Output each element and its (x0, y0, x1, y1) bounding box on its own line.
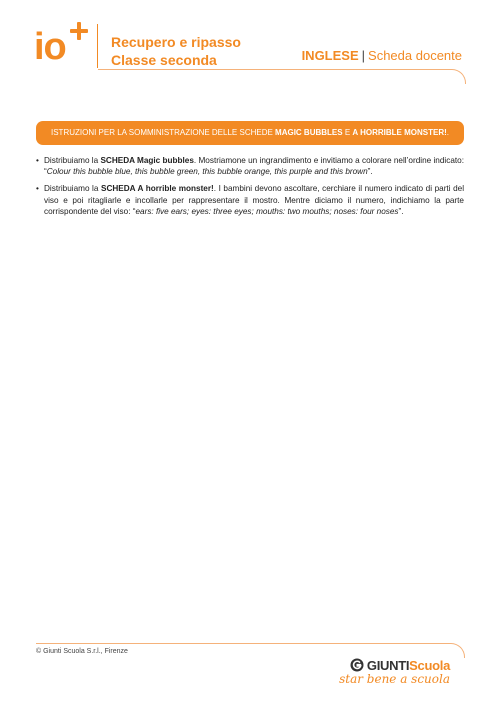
item-text: Distribuiamo la (44, 184, 101, 194)
plus-icon (70, 22, 88, 40)
item-text: ”. (398, 206, 404, 216)
header-rule-curve (441, 69, 466, 84)
banner-text-mid: E (342, 128, 353, 137)
brand-tagline: star bene a scuola (339, 672, 450, 686)
banner-horrible-monster: A HORRIBLE MONSTER (352, 128, 445, 137)
document-type: Scheda docente (368, 48, 462, 63)
header-rule (98, 69, 441, 70)
banner-exclamation: ! (444, 128, 447, 137)
list-item (36, 155, 464, 177)
footer-rule (36, 643, 444, 644)
footer-rule-curve (444, 643, 465, 658)
banner-text: ISTRUZIONI PER LA SOMMINISTRAZIONE DELLE SCHEDE (51, 128, 276, 137)
title-line-2: Classe seconda (111, 52, 217, 68)
bullet-icon: • (36, 156, 39, 165)
item-text: ”. (367, 167, 373, 177)
item-italic: Colour this bubble blue, this bubble green, this bubble orange, this purple and this brown (46, 167, 368, 177)
list-item (36, 183, 464, 217)
instructions-list (36, 155, 464, 223)
page-title (111, 33, 241, 69)
item-text: . Mostriamone un ingrandimento e invitiamo a colorare nell’ordine indicato: “ (44, 156, 464, 177)
giunti-g-icon (350, 658, 364, 672)
item-text: . I bambini devono ascoltare, cerchiare il numero indicato di parti del viso e poi ritagliarle e incollarle per rappresentare il mostro. Mentre diciamo il numero, indichiamo la parte corrispondente del viso: “ (44, 184, 465, 216)
copyright-text: © Giunti Scuola S.r.l., Firenze (36, 648, 128, 655)
subject-name: INGLESE (301, 48, 359, 63)
item-italic: ears: five ears; eyes: three eyes; mouths: two mouths; noses: four noses (135, 206, 399, 216)
subject-label (302, 48, 462, 64)
header-divider (97, 24, 98, 68)
item-bold: SCHEDA Magic bubbles (100, 156, 194, 165)
logo-text: io (34, 26, 66, 68)
instructions-banner (36, 121, 464, 145)
brand-giunti: GIUNTI (366, 657, 410, 673)
bullet-icon: • (36, 184, 39, 194)
title-line-1: Recupero e ripasso (111, 34, 241, 50)
banner-magic-bubbles: MAGIC BUBBLES (275, 128, 343, 137)
item-bold: SCHEDA A horrible monster! (101, 184, 214, 194)
giunti-scuola-logo (350, 657, 450, 673)
brand-scuola: Scuola (409, 657, 450, 673)
banner-text-end: . (446, 128, 449, 137)
io-plus-logo (34, 24, 92, 68)
item-text: Distribuiamo la (44, 156, 101, 165)
subject-separator: | (361, 48, 366, 63)
